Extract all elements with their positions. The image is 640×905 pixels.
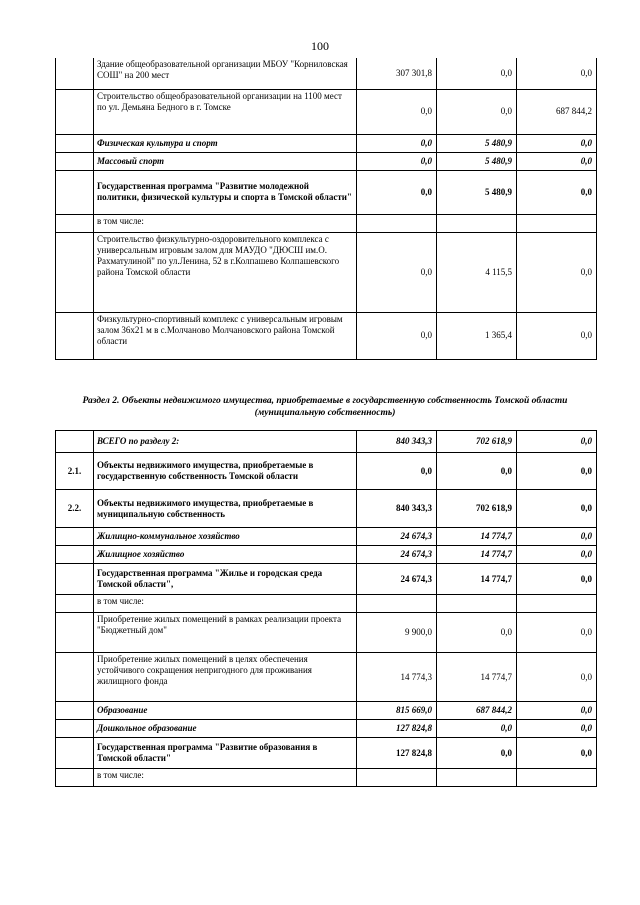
row-index-cell <box>56 769 94 787</box>
row-name-cell: в том числе: <box>94 769 357 787</box>
value-2020-cell: 0,0 <box>357 453 437 490</box>
value-2020-cell: 0,0 <box>357 312 437 359</box>
row-name-cell: Образование <box>94 702 357 720</box>
value-2022-cell <box>517 214 597 232</box>
value-2021-cell: 14 774,7 <box>437 546 517 564</box>
value-2022-cell: 0,0 <box>517 170 597 214</box>
value-2022-cell: 0,0 <box>517 490 597 528</box>
value-2021-cell: 5 480,9 <box>437 134 517 152</box>
table-row <box>56 312 597 359</box>
row-name-cell: ВСЕГО по разделу 2: <box>94 431 357 453</box>
value-2020-cell: 9 900,0 <box>357 613 437 653</box>
table-row <box>56 564 597 595</box>
table-row <box>56 546 597 564</box>
value-2022-cell: 0,0 <box>517 58 597 89</box>
row-name-cell: в том числе: <box>94 214 357 232</box>
value-2021-cell: 0,0 <box>437 453 517 490</box>
row-name-cell: Дошкольное образование <box>94 720 357 738</box>
table-row <box>56 170 597 214</box>
value-2020-cell: 0,0 <box>357 89 437 134</box>
row-index-cell <box>56 431 94 453</box>
value-2020-cell <box>357 769 437 787</box>
row-name-cell: Государственная программа "Жилье и городская среда Томской области", <box>94 564 357 595</box>
row-index-cell <box>56 702 94 720</box>
table-row <box>56 613 597 653</box>
value-2021-cell: 5 480,9 <box>437 170 517 214</box>
value-2022-cell: 0,0 <box>517 613 597 653</box>
row-name-cell: Государственная программа "Развитие образования в Томской области" <box>94 738 357 769</box>
value-2022-cell <box>517 595 597 613</box>
table-row <box>56 453 597 490</box>
row-name-cell: Жилищно-коммунальное хозяйство <box>94 528 357 546</box>
table-row <box>56 702 597 720</box>
value-2020-cell: 0,0 <box>357 232 437 312</box>
value-2020-cell: 0,0 <box>357 134 437 152</box>
row-name-cell: Жилищное хозяйство <box>94 546 357 564</box>
row-index-cell <box>56 720 94 738</box>
value-2021-cell: 14 774,7 <box>437 564 517 595</box>
value-2021-cell <box>437 214 517 232</box>
row-name-cell: Физкультурно-спортивный комплекс с универсальным игровым залом 36х21 м в с.Молчаново Молчановского района Томской области <box>94 312 357 359</box>
value-2020-cell <box>357 595 437 613</box>
value-2021-cell: 14 774,7 <box>437 653 517 702</box>
value-2020-cell: 0,0 <box>357 170 437 214</box>
value-2021-cell: 687 844,2 <box>437 702 517 720</box>
value-2020-cell: 14 774,3 <box>357 653 437 702</box>
value-2022-cell: 0,0 <box>517 453 597 490</box>
table-section-2 <box>55 430 597 787</box>
page-number: 100 <box>311 39 329 53</box>
value-2020-cell: 127 824,8 <box>357 738 437 769</box>
table-row <box>56 720 597 738</box>
row-index-cell <box>56 653 94 702</box>
value-2021-cell: 702 618,9 <box>437 431 517 453</box>
value-2022-cell: 0,0 <box>517 720 597 738</box>
table-row <box>56 653 597 702</box>
value-2020-cell: 24 674,3 <box>357 528 437 546</box>
row-index-cell <box>56 214 94 232</box>
value-2021-cell: 0,0 <box>437 613 517 653</box>
table-row <box>56 595 597 613</box>
value-2020-cell: 127 824,8 <box>357 720 437 738</box>
value-2022-cell <box>517 769 597 787</box>
value-2020-cell: 840 343,3 <box>357 431 437 453</box>
row-name-cell: Массовый спорт <box>94 152 357 170</box>
row-index-cell <box>56 232 94 312</box>
table-row <box>56 490 597 528</box>
value-2022-cell: 0,0 <box>517 312 597 359</box>
table-row <box>56 214 597 232</box>
table-row <box>56 89 597 134</box>
value-2022-cell: 687 844,2 <box>517 89 597 134</box>
table-row <box>56 738 597 769</box>
value-2020-cell <box>357 214 437 232</box>
value-2022-cell: 0,0 <box>517 738 597 769</box>
table-row <box>56 152 597 170</box>
value-2021-cell: 1 365,4 <box>437 312 517 359</box>
value-2020-cell: 307 301,8 <box>357 58 437 89</box>
row-index-cell <box>56 738 94 769</box>
value-2021-cell: 5 480,9 <box>437 152 517 170</box>
value-2022-cell: 0,0 <box>517 702 597 720</box>
value-2022-cell: 0,0 <box>517 134 597 152</box>
row-name-cell: Строительство физкультурно-оздоровительного комплекса с универсальным игровым залом для МАУДО "ДЮСШ им.О. Рахматулиной" по ул.Ленина, 52 в г.Колпашево Колпашевского района Томской области <box>94 232 357 312</box>
row-index-cell <box>56 312 94 359</box>
value-2020-cell: 840 343,3 <box>357 490 437 528</box>
row-index-cell <box>56 564 94 595</box>
row-index-cell <box>56 595 94 613</box>
row-name-cell: Государственная программа "Развитие молодежной политики, физической культуры и спорта в Томской области" <box>94 170 357 214</box>
row-index-cell <box>56 528 94 546</box>
value-2022-cell: 0,0 <box>517 232 597 312</box>
row-name-cell: Приобретение жилых помещений в целях обеспечения устойчивого сокращения непригодного для проживания жилищного фонда <box>94 653 357 702</box>
row-index-cell <box>56 613 94 653</box>
table-row <box>56 528 597 546</box>
value-2022-cell: 0,0 <box>517 564 597 595</box>
row-name-cell: Объекты недвижимого имущества, приобретаемые в муниципальную собственность <box>94 490 357 528</box>
value-2022-cell: 0,0 <box>517 528 597 546</box>
section-2-title: Раздел 2. Объекты недвижимого имущества, приобретаемые в государственную собственность Томской области (муниципальную собственность) <box>82 396 568 418</box>
value-2020-cell: 0,0 <box>357 152 437 170</box>
row-name-cell: Объекты недвижимого имущества, приобретаемые в государственную собственность Томской области <box>94 453 357 490</box>
row-name-cell: в том числе: <box>94 595 357 613</box>
row-name-cell: Здание общеобразовательной организации МБОУ "Корниловская СОШ" на 200 мест <box>94 58 357 89</box>
row-index-cell: 2.2. <box>56 490 94 528</box>
table-row <box>56 58 597 89</box>
value-2021-cell <box>437 769 517 787</box>
value-2020-cell: 815 669,0 <box>357 702 437 720</box>
value-2021-cell: 14 774,7 <box>437 528 517 546</box>
table-row <box>56 134 597 152</box>
value-2021-cell: 0,0 <box>437 58 517 89</box>
value-2021-cell: 0,0 <box>437 738 517 769</box>
table-row <box>56 431 597 453</box>
row-index-cell <box>56 58 94 89</box>
value-2020-cell: 24 674,3 <box>357 546 437 564</box>
table-row <box>56 769 597 787</box>
row-name-cell: Приобретение жилых помещений в рамках реализации проекта "Бюджетный дом" <box>94 613 357 653</box>
value-2021-cell <box>437 595 517 613</box>
value-2022-cell: 0,0 <box>517 152 597 170</box>
value-2021-cell: 702 618,9 <box>437 490 517 528</box>
row-index-cell <box>56 134 94 152</box>
value-2021-cell: 4 115,5 <box>437 232 517 312</box>
value-2021-cell: 0,0 <box>437 720 517 738</box>
value-2022-cell: 0,0 <box>517 546 597 564</box>
row-index-cell <box>56 89 94 134</box>
row-name-cell: Строительство общеобразовательной организации на 1100 мест по ул. Демьяна Бедного в г. Томске <box>94 89 357 134</box>
row-index-cell <box>56 152 94 170</box>
row-index-cell <box>56 546 94 564</box>
row-index-cell: 2.1. <box>56 453 94 490</box>
table-section-1-continuation <box>55 58 597 360</box>
value-2020-cell: 24 674,3 <box>357 564 437 595</box>
value-2022-cell: 0,0 <box>517 653 597 702</box>
value-2022-cell: 0,0 <box>517 431 597 453</box>
table-row <box>56 232 597 312</box>
row-name-cell: Физическая культура и спорт <box>94 134 357 152</box>
value-2021-cell: 0,0 <box>437 89 517 134</box>
row-index-cell <box>56 170 94 214</box>
